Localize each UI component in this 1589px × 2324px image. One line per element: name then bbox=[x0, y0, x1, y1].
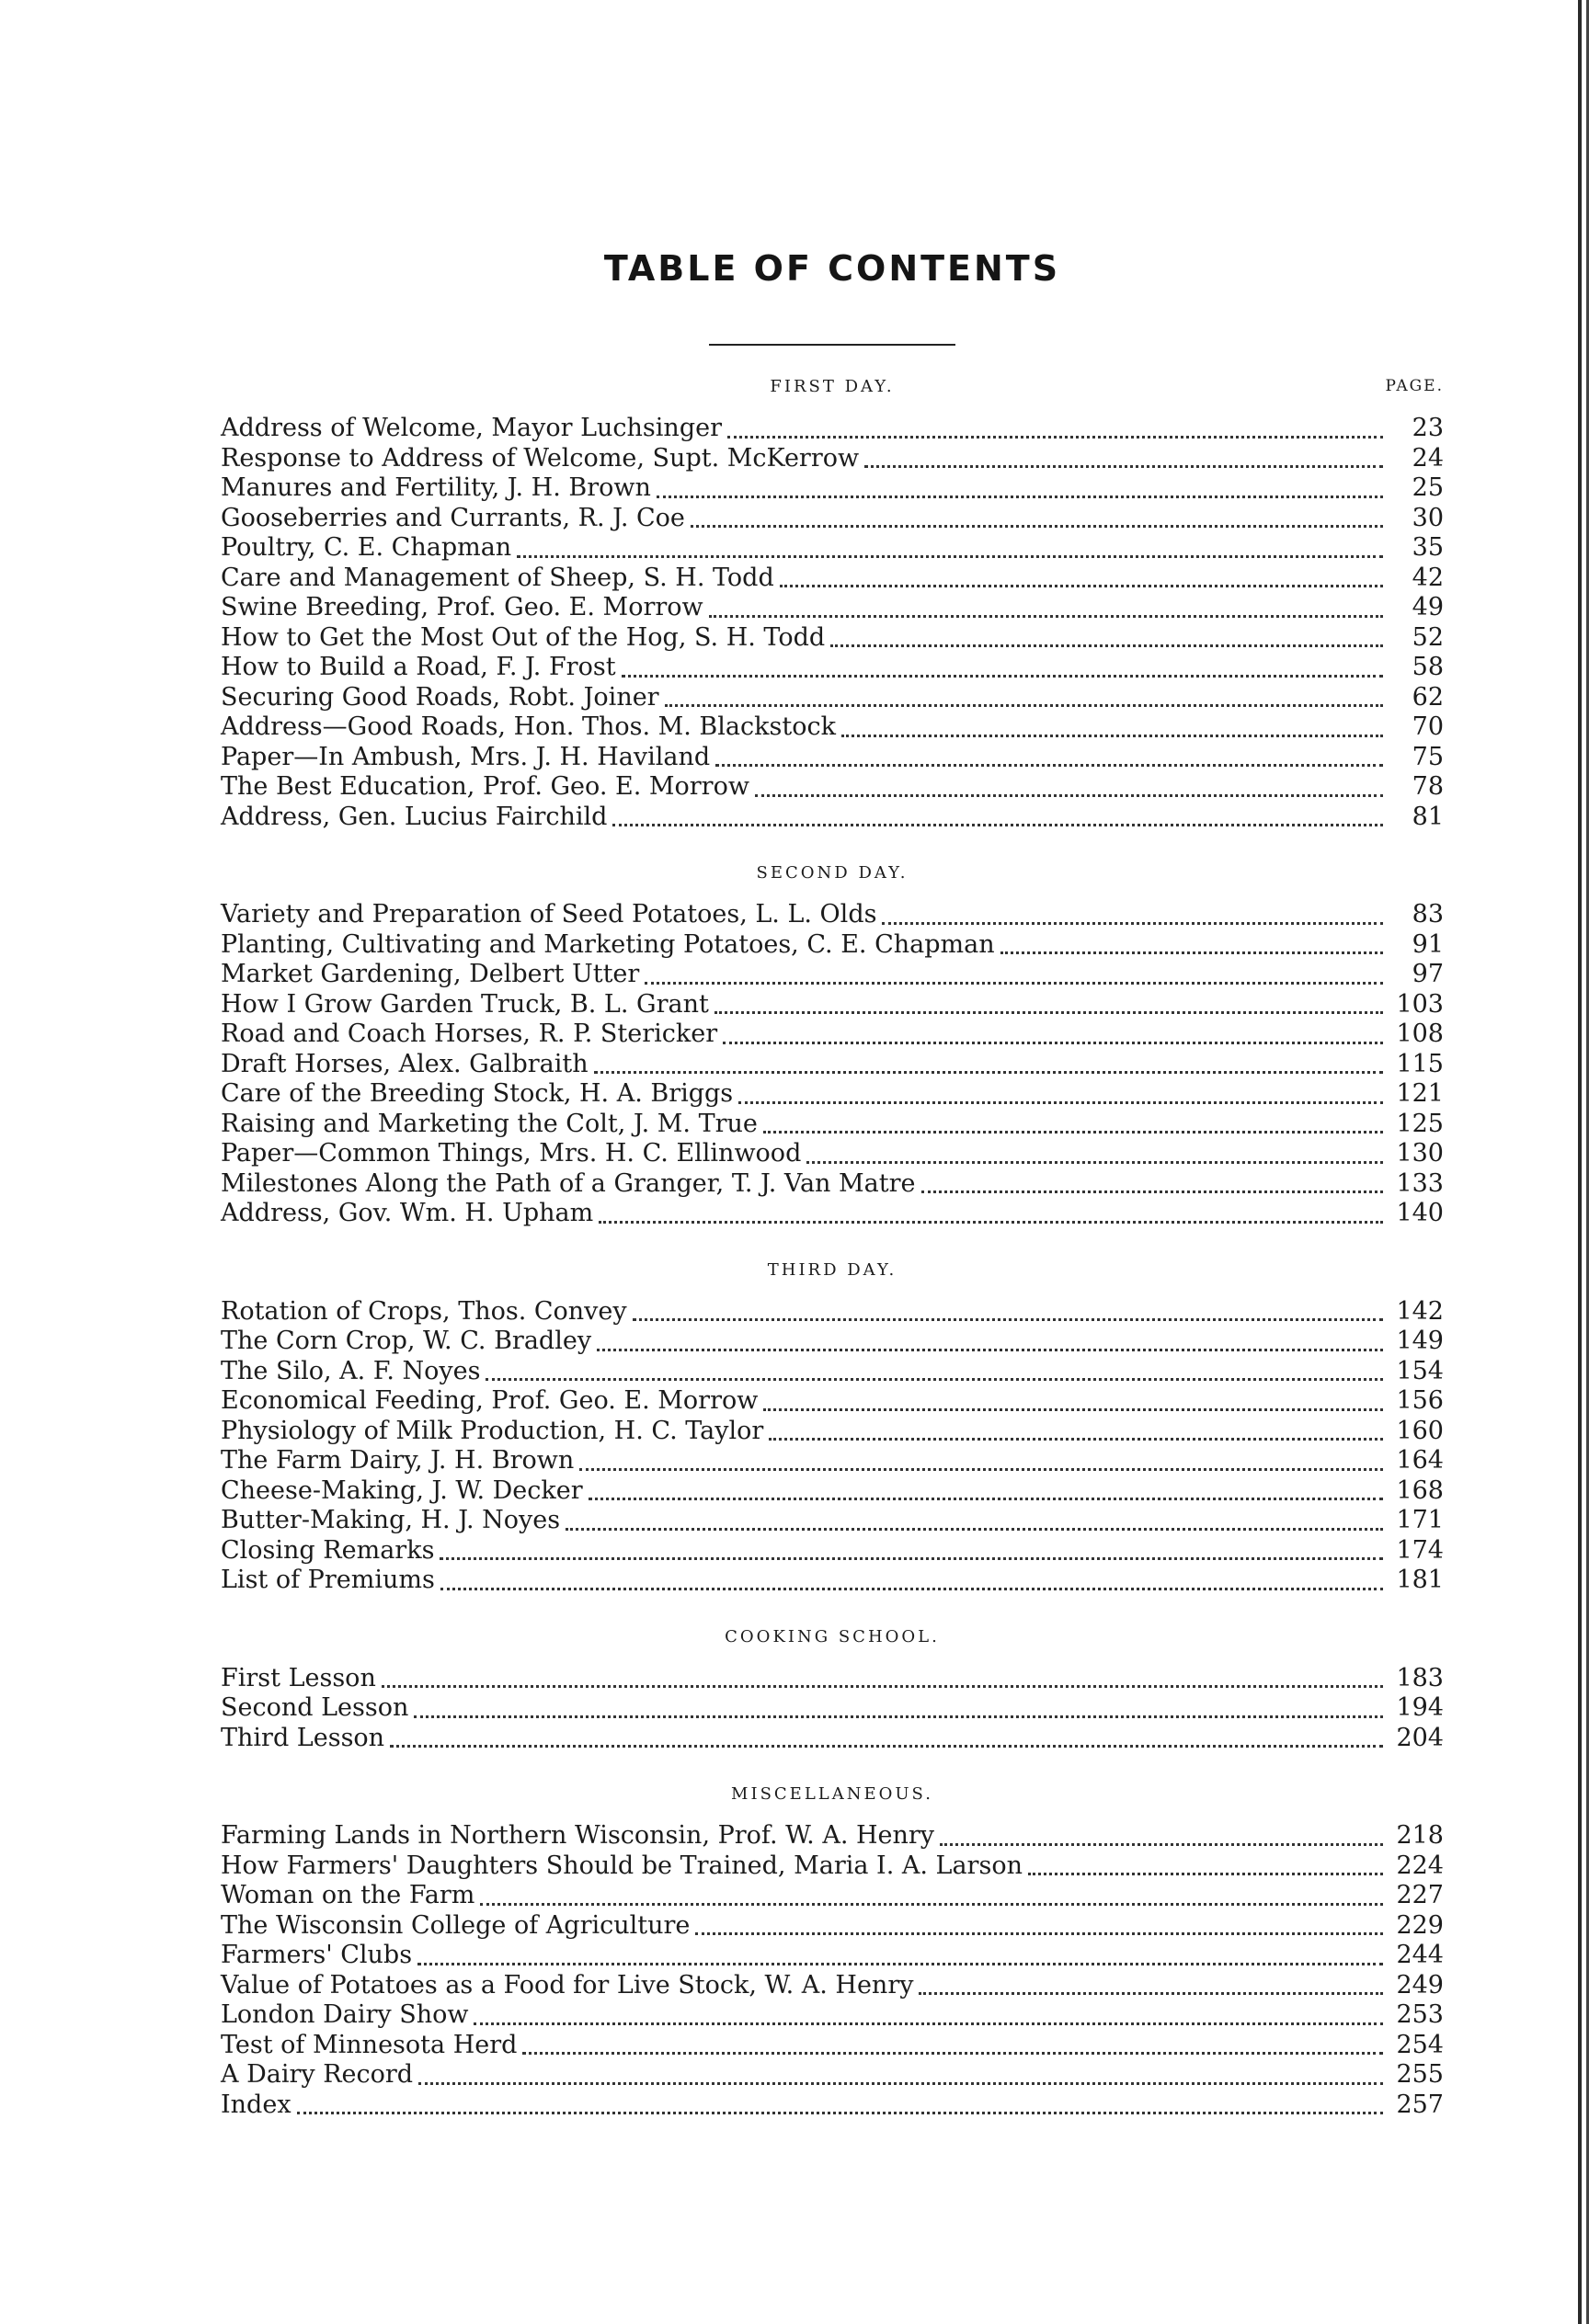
entry-title: Farmers' Clubs bbox=[221, 1941, 413, 1969]
toc-entry bbox=[221, 414, 1444, 444]
entry-page-number: 81 bbox=[1412, 802, 1444, 831]
entry-page-number: 244 bbox=[1396, 1941, 1444, 1969]
toc-entry bbox=[221, 1566, 1444, 1596]
dot-leader bbox=[714, 1011, 1383, 1014]
dot-leader bbox=[594, 1071, 1383, 1074]
entry-list bbox=[221, 1821, 1444, 2120]
entry-title: Address—Good Roads, Hon. Thos. M. Blackstock bbox=[221, 712, 836, 741]
entry-page-number: 181 bbox=[1396, 1566, 1444, 1594]
entry-title: How I Grow Garden Truck, B. L. Grant bbox=[221, 989, 709, 1019]
entry-page-number: 227 bbox=[1396, 1881, 1444, 1909]
entry-page-number: 194 bbox=[1396, 1693, 1444, 1722]
entry-title: Paper—Common Things, Mrs. H. C. Ellinwood bbox=[221, 1139, 802, 1168]
dot-leader bbox=[382, 1685, 1383, 1688]
entry-title: Market Gardening, Delbert Utter bbox=[221, 960, 640, 988]
title-divider bbox=[709, 344, 955, 346]
toc-entry bbox=[221, 1297, 1444, 1327]
toc-entry bbox=[221, 444, 1444, 474]
entry-title: Closing Remarks bbox=[221, 1535, 435, 1565]
dot-leader bbox=[599, 1221, 1383, 1224]
toc-entry bbox=[221, 1536, 1444, 1566]
entry-page-number: 108 bbox=[1396, 1020, 1444, 1048]
toc-entry bbox=[221, 1110, 1444, 1140]
entry-page-number: 204 bbox=[1396, 1723, 1444, 1752]
dot-leader bbox=[474, 2022, 1383, 2025]
entry-title: Gooseberries and Currants, R. J. Coe bbox=[221, 503, 685, 532]
entry-title: Draft Horses, Alex. Galbraith bbox=[221, 1049, 589, 1078]
dot-leader bbox=[723, 1042, 1383, 1044]
entry-title: List of Premiums bbox=[221, 1566, 435, 1594]
toc-entry bbox=[221, 712, 1444, 743]
entry-title: Poultry, C. E. Chapman bbox=[221, 533, 512, 562]
entry-page-number: 160 bbox=[1396, 1416, 1444, 1445]
dot-leader bbox=[440, 1557, 1383, 1560]
toc-entry bbox=[221, 1724, 1444, 1754]
toc-entry bbox=[221, 1417, 1444, 1447]
toc-entry bbox=[221, 473, 1444, 504]
entry-page-number: 164 bbox=[1396, 1446, 1444, 1475]
dot-leader bbox=[418, 2082, 1383, 2085]
dot-leader bbox=[691, 525, 1383, 528]
toc-entry bbox=[221, 1911, 1444, 1942]
entry-page-number: 97 bbox=[1412, 960, 1444, 988]
toc-section bbox=[221, 1627, 1444, 1754]
dot-leader bbox=[440, 1588, 1383, 1590]
entry-title: How to Get the Most Out of the Hog, S. H. Todd bbox=[221, 622, 826, 652]
table-of-contents bbox=[221, 248, 1444, 2120]
entry-page-number: 58 bbox=[1412, 653, 1444, 681]
entry-title: Securing Good Roads, Robt. Joiner bbox=[221, 682, 659, 712]
dot-leader bbox=[622, 675, 1383, 678]
entry-title: Care and Management of Sheep, S. H. Todd bbox=[221, 563, 774, 592]
entry-title: Butter-Making, H. J. Noyes bbox=[221, 1506, 561, 1534]
toc-entry bbox=[221, 1327, 1444, 1357]
dot-leader bbox=[755, 794, 1383, 797]
toc-section bbox=[221, 1260, 1444, 1596]
entry-page-number: 25 bbox=[1412, 473, 1444, 502]
toc-entry bbox=[221, 564, 1444, 594]
dot-leader bbox=[1000, 951, 1383, 954]
toc-entry bbox=[221, 1821, 1444, 1851]
dot-leader bbox=[709, 615, 1383, 618]
entry-page-number: 149 bbox=[1396, 1327, 1444, 1355]
entry-title: Physiology of Milk Production, H. C. Taylor bbox=[221, 1416, 764, 1445]
entry-page-number: 254 bbox=[1396, 2030, 1444, 2059]
entry-page-number: 218 bbox=[1396, 1821, 1444, 1850]
entry-page-number: 154 bbox=[1396, 1356, 1444, 1385]
section-heading: COOKING SCHOOL. bbox=[725, 1626, 940, 1646]
entry-page-number: 70 bbox=[1412, 712, 1444, 741]
entry-title: Economical Feeding, Prof. Geo. E. Morrow bbox=[221, 1386, 759, 1415]
toc-entry bbox=[221, 1476, 1444, 1507]
entry-title: Cheese-Making, J. W. Decker bbox=[221, 1475, 583, 1505]
toc-entry bbox=[221, 1020, 1444, 1050]
entry-title: Raising and Marketing the Colt, J. M. True bbox=[221, 1109, 758, 1138]
dot-leader bbox=[414, 1715, 1383, 1718]
entry-title: Test of Minnesota Herd bbox=[221, 2030, 518, 2059]
dot-leader bbox=[517, 555, 1383, 558]
entry-title: Second Lesson bbox=[221, 1693, 409, 1722]
toc-entry bbox=[221, 1079, 1444, 1110]
toc-entry bbox=[221, 1357, 1444, 1387]
dot-leader bbox=[830, 644, 1383, 647]
entry-title: Address of Welcome, Mayor Luchsinger bbox=[221, 414, 722, 442]
entry-title: Rotation of Crops, Thos. Convey bbox=[221, 1296, 627, 1326]
entry-page-number: 91 bbox=[1412, 929, 1444, 959]
entry-page-number: 224 bbox=[1396, 1851, 1444, 1880]
entry-page-number: 83 bbox=[1412, 900, 1444, 928]
toc-entry bbox=[221, 772, 1444, 803]
dot-leader bbox=[297, 2112, 1383, 2114]
toc-entry bbox=[221, 623, 1444, 654]
entry-title: Swine Breeding, Prof. Geo. E. Morrow bbox=[221, 593, 703, 621]
entry-page-number: 115 bbox=[1396, 1049, 1444, 1078]
entry-title: Paper—In Ambush, Mrs. J. H. Haviland bbox=[221, 742, 711, 771]
dot-leader bbox=[645, 982, 1383, 985]
dot-leader bbox=[633, 1318, 1383, 1321]
entry-title: How Farmers' Daughters Should be Trained, Maria I. A. Larson bbox=[221, 1851, 1023, 1880]
section-heading: SECOND DAY. bbox=[756, 863, 909, 883]
toc-entry bbox=[221, 743, 1444, 773]
entry-title: A Dairy Record bbox=[221, 2060, 414, 2089]
entry-title: The Silo, A. F. Noyes bbox=[221, 1356, 481, 1385]
entry-title: London Dairy Show bbox=[221, 2000, 469, 2029]
entry-title: Third Lesson bbox=[221, 1723, 385, 1752]
entry-page-number: 62 bbox=[1412, 682, 1444, 712]
entry-title: The Wisconsin College of Agriculture bbox=[221, 1910, 691, 1940]
dot-leader bbox=[882, 922, 1383, 925]
dot-leader bbox=[417, 1963, 1383, 1965]
dot-leader bbox=[665, 704, 1383, 707]
toc-entry bbox=[221, 2031, 1444, 2061]
entry-title: First Lesson bbox=[221, 1663, 376, 1692]
dot-leader bbox=[919, 1992, 1383, 1995]
toc-entry bbox=[221, 1050, 1444, 1080]
dot-leader bbox=[806, 1161, 1383, 1164]
sections-container bbox=[221, 377, 1444, 2120]
dot-leader bbox=[589, 1498, 1383, 1500]
entry-page-number: 49 bbox=[1412, 593, 1444, 621]
dot-leader bbox=[597, 1349, 1383, 1351]
entry-title: Manures and Fertility, J. H. Brown bbox=[221, 473, 651, 502]
entry-page-number: 125 bbox=[1396, 1109, 1444, 1138]
entry-page-number: 249 bbox=[1396, 1970, 1444, 1999]
toc-entry bbox=[221, 990, 1444, 1020]
dot-leader bbox=[921, 1190, 1384, 1193]
entry-title: The Best Education, Prof. Geo. E. Morrow bbox=[221, 772, 749, 801]
section-heading: FIRST DAY. bbox=[770, 377, 895, 396]
page-edge-line bbox=[1578, 0, 1582, 2324]
toc-entry bbox=[221, 1941, 1444, 1971]
dot-leader bbox=[695, 1932, 1383, 1935]
entry-page-number: 253 bbox=[1396, 2000, 1444, 2029]
entry-page-number: 255 bbox=[1396, 2060, 1444, 2089]
toc-entry bbox=[221, 683, 1444, 713]
toc-entry bbox=[221, 1881, 1444, 1911]
page-column-heading: PAGE. bbox=[1385, 377, 1444, 395]
entry-title: Address, Gen. Lucius Fairchild bbox=[221, 802, 608, 831]
entry-page-number: 30 bbox=[1412, 503, 1444, 532]
entry-page-number: 168 bbox=[1396, 1475, 1444, 1505]
dot-leader bbox=[579, 1468, 1383, 1471]
dot-leader bbox=[657, 496, 1383, 498]
entry-page-number: 183 bbox=[1396, 1663, 1444, 1692]
entry-list bbox=[221, 414, 1444, 832]
entry-page-number: 142 bbox=[1396, 1296, 1444, 1326]
toc-entry bbox=[221, 1506, 1444, 1536]
dot-leader bbox=[522, 2052, 1383, 2055]
toc-section bbox=[221, 1784, 1444, 2120]
entry-title: Milestones Along the Path of a Granger, T. J. Van Matre bbox=[221, 1168, 916, 1198]
entry-page-number: 78 bbox=[1412, 772, 1444, 801]
entry-title: Farming Lands in Northern Wisconsin, Prof. W. A. Henry bbox=[221, 1821, 935, 1850]
entry-list bbox=[221, 900, 1444, 1229]
toc-entry bbox=[221, 1386, 1444, 1417]
toc-entry bbox=[221, 533, 1444, 564]
entry-title: Road and Coach Horses, R. P. Stericker bbox=[221, 1020, 718, 1048]
dot-leader bbox=[486, 1378, 1383, 1381]
entry-title: Address, Gov. Wm. H. Upham bbox=[221, 1199, 594, 1227]
dot-leader bbox=[1028, 1873, 1383, 1875]
dot-leader bbox=[480, 1903, 1383, 1906]
toc-entry bbox=[221, 2060, 1444, 2090]
dot-leader bbox=[940, 1843, 1383, 1846]
entry-list bbox=[221, 1664, 1444, 1754]
entry-page-number: 75 bbox=[1412, 742, 1444, 771]
entry-page-number: 156 bbox=[1396, 1386, 1444, 1415]
entry-list bbox=[221, 1297, 1444, 1596]
section-heading: MISCELLANEOUS. bbox=[731, 1784, 933, 1804]
toc-entry bbox=[221, 1664, 1444, 1694]
entry-page-number: 52 bbox=[1412, 622, 1444, 652]
entry-title: The Farm Dairy, J. H. Brown bbox=[221, 1446, 575, 1475]
entry-page-number: 35 bbox=[1412, 533, 1444, 562]
toc-entry bbox=[221, 930, 1444, 961]
entry-page-number: 24 bbox=[1412, 443, 1444, 473]
entry-page-number: 23 bbox=[1412, 414, 1444, 442]
entry-title: How to Build a Road, F. J. Frost bbox=[221, 653, 616, 681]
toc-entry bbox=[221, 504, 1444, 534]
page-title: TABLE OF CONTENTS bbox=[603, 248, 1061, 289]
entry-page-number: 130 bbox=[1396, 1139, 1444, 1168]
entry-page-number: 171 bbox=[1396, 1506, 1444, 1534]
entry-title: The Corn Crop, W. C. Bradley bbox=[221, 1327, 592, 1355]
dot-leader bbox=[566, 1528, 1383, 1531]
entry-title: Planting, Cultivating and Marketing Potatoes, C. E. Chapman bbox=[221, 929, 995, 959]
toc-entry bbox=[221, 1199, 1444, 1229]
entry-page-number: 174 bbox=[1396, 1535, 1444, 1565]
section-heading: THIRD DAY. bbox=[767, 1259, 897, 1280]
entry-title: Variety and Preparation of Seed Potatoes, L. L. Olds bbox=[221, 900, 877, 928]
dot-leader bbox=[769, 1438, 1383, 1441]
dot-leader bbox=[763, 1408, 1383, 1411]
entry-title: Response to Address of Welcome, Supt. McKerrow bbox=[221, 443, 860, 473]
entry-page-number: 42 bbox=[1412, 563, 1444, 592]
toc-entry bbox=[221, 1169, 1444, 1200]
entry-page-number: 140 bbox=[1396, 1199, 1444, 1227]
entry-page-number: 229 bbox=[1396, 1910, 1444, 1940]
dot-leader bbox=[727, 436, 1383, 439]
toc-entry bbox=[221, 1139, 1444, 1169]
dot-leader bbox=[390, 1745, 1383, 1748]
toc-section bbox=[221, 863, 1444, 1229]
dot-leader bbox=[841, 735, 1383, 737]
entry-title: Care of the Breeding Stock, H. A. Briggs bbox=[221, 1079, 734, 1108]
toc-entry bbox=[221, 593, 1444, 623]
toc-entry bbox=[221, 1851, 1444, 1882]
entry-page-number: 257 bbox=[1396, 2090, 1444, 2119]
entry-page-number: 121 bbox=[1396, 1079, 1444, 1108]
toc-entry bbox=[221, 803, 1444, 833]
entry-page-number: 133 bbox=[1396, 1168, 1444, 1198]
toc-entry bbox=[221, 900, 1444, 930]
dot-leader bbox=[864, 465, 1383, 468]
dot-leader bbox=[763, 1131, 1383, 1134]
toc-entry bbox=[221, 960, 1444, 990]
entry-page-number: 103 bbox=[1396, 989, 1444, 1019]
entry-title: Woman on the Farm bbox=[221, 1881, 475, 1909]
toc-entry bbox=[221, 2000, 1444, 2031]
toc-section bbox=[221, 377, 1444, 832]
toc-entry bbox=[221, 2090, 1444, 2121]
entry-title: Index bbox=[221, 2090, 292, 2119]
toc-entry bbox=[221, 1446, 1444, 1476]
toc-entry bbox=[221, 653, 1444, 683]
dot-leader bbox=[715, 764, 1383, 767]
toc-entry bbox=[221, 1693, 1444, 1724]
dot-leader bbox=[780, 585, 1383, 587]
dot-leader bbox=[738, 1101, 1383, 1104]
entry-title: Value of Potatoes as a Food for Live Stock, W. A. Henry bbox=[221, 1970, 914, 1999]
toc-entry bbox=[221, 1971, 1444, 2001]
dot-leader bbox=[612, 824, 1383, 826]
